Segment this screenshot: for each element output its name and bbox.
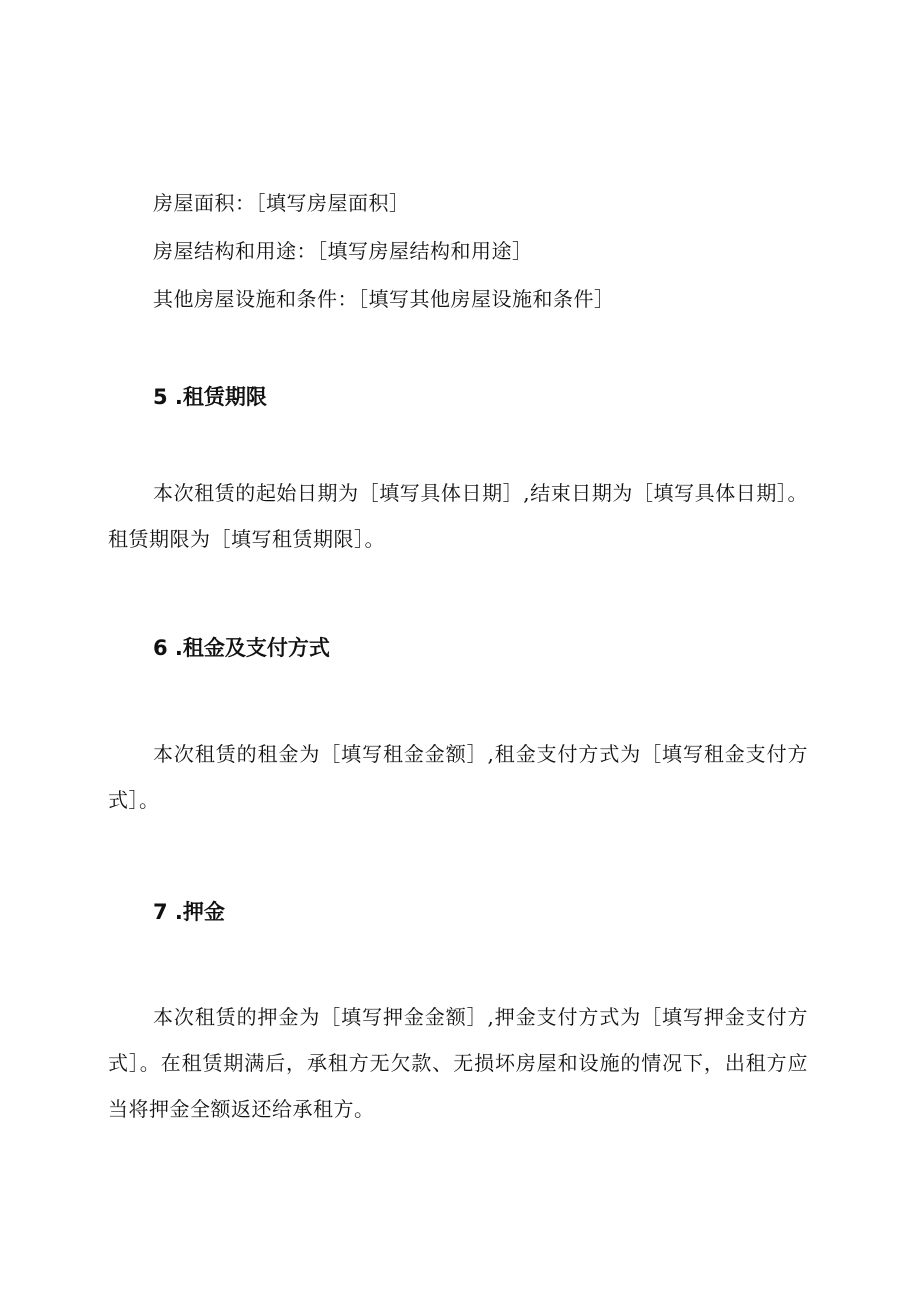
section-body-deposit: 本次租赁的押金为［填写押金金额］,押金支付方式为［填写押金支付方式］。在租赁期满后，承租方无欠款、无损坏房屋和设施的情况下，出租方应当将押金全额返还给承租方。 xyxy=(108,1005,808,1121)
property-facilities-line: 其他房屋设施和条件：［填写其他房屋设施和条件］ xyxy=(153,287,615,311)
property-structure-line: 房屋结构和用途：［填写房屋结构和用途］ xyxy=(153,239,533,263)
section-heading-lease-term: 5 .租赁期限 xyxy=(153,385,267,409)
property-area-line: 房屋面积：［填写房屋面积］ xyxy=(153,191,410,215)
section-heading-deposit: 7 .押金 xyxy=(153,900,225,924)
section-body-rent: 本次租赁的租金为［填写租金金额］,租金支付方式为［填写租金支付方式］。 xyxy=(108,742,808,812)
section-body-lease-term: 本次租赁的起始日期为［填写具体日期］,结束日期为［填写具体日期］。租赁期限为［填写租赁期限］。 xyxy=(108,481,808,551)
section-heading-rent: 6 .租金及支付方式 xyxy=(153,636,330,660)
